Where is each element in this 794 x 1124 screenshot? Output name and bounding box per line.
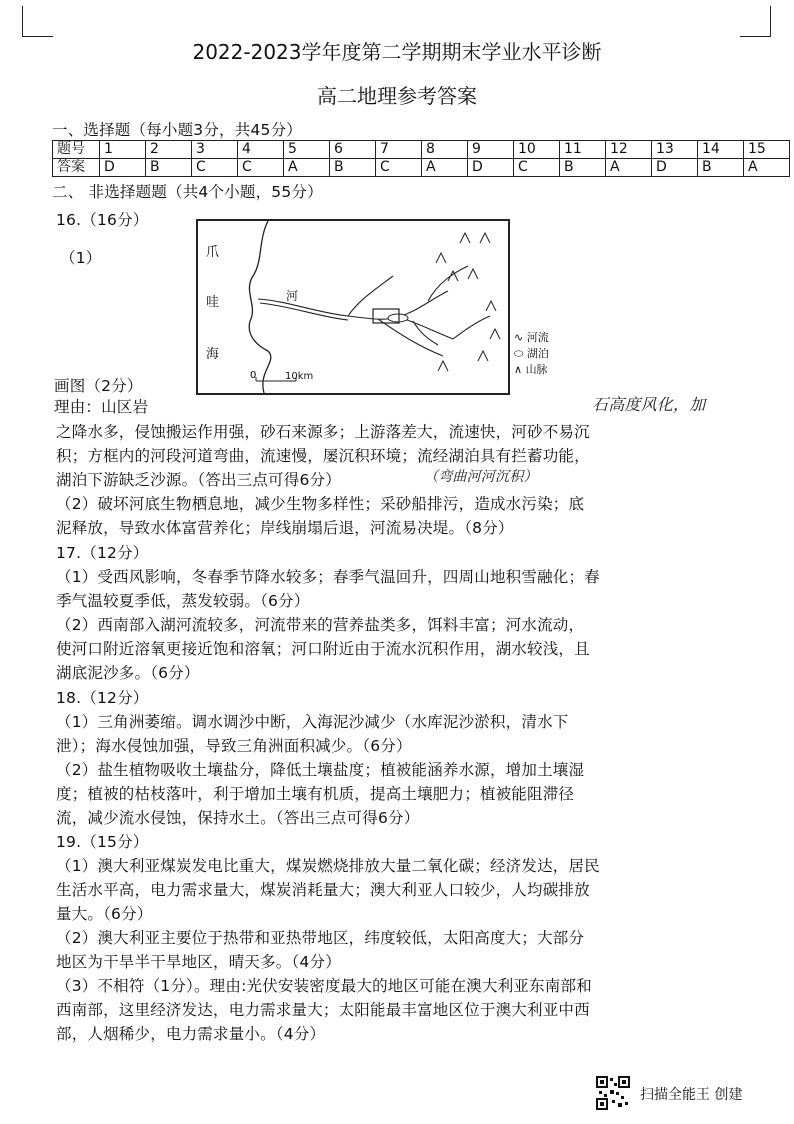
question-number-cell: 12 xyxy=(606,141,652,159)
map-label-1: 爪 xyxy=(206,245,220,260)
question-number-cell: 2 xyxy=(146,141,192,159)
river-symbol-icon: ∿ xyxy=(514,331,527,344)
q17-line-3: （2）西南部入湖河流较多，河流带来的营养盐类多，饵料丰富；河水流动， xyxy=(56,616,585,634)
answer-cell: A xyxy=(422,159,468,177)
question-number-cell: 1 xyxy=(100,141,146,159)
q16-heading: 16.（16分） xyxy=(56,211,149,229)
q16-part2-line-1: （2）破坏河底生物栖息地，减少生物多样性；采砂船排污，造成水污染；底 xyxy=(56,495,585,513)
q16-part1-label: （1） xyxy=(60,249,102,267)
corner-mark-left xyxy=(22,6,53,37)
q19-line-6: （3）不相符（1分）。理由:光伏安装密度最大的地区可能在澳大利亚东南部和 xyxy=(56,977,592,995)
q19-heading: 19.（15分） xyxy=(56,833,149,851)
row-label-number: 题号 xyxy=(53,141,100,159)
river-map-drawing xyxy=(198,221,508,393)
q18-line-2: 泄）；海水侵蚀加强，导致三角洲面积减少。（6分） xyxy=(56,737,412,755)
question-number-cell: 15 xyxy=(744,141,790,159)
q16-line-1: 之降水多，侵蚀搬运作用强，砂石来源多；上游落差大，流速快，河砂不易沉 xyxy=(56,423,590,441)
map-scale-label: 10km xyxy=(285,371,314,382)
legend-mountain: ∧ 山脉 xyxy=(514,363,548,376)
q16-part2-line-2: 泥释放，导致水体富营养化；岸线崩塌后退，河流易决堤。（8分） xyxy=(56,519,514,537)
mountain-symbol-icon: ∧ xyxy=(514,363,526,376)
q19-line-8: 部，人烟稀少，电力需求量小。（4分） xyxy=(56,1025,326,1043)
q18-line-4: 度；植被的枯枝落叶，利于增加土壤有机质，提高土壤肥力；植被能阻滞径 xyxy=(56,785,575,803)
q17-line-5: 湖底泥沙多。（6分） xyxy=(56,664,200,682)
map-legend xyxy=(514,330,549,378)
answer-subtitle: 高二地理参考答案 xyxy=(317,84,477,108)
answer-cell: C xyxy=(514,159,560,177)
q16-line-3: 湖泊下游缺乏沙源。（答出三点可得6分） xyxy=(56,471,341,489)
question-number-cell: 4 xyxy=(238,141,284,159)
row-label-answer: 答案 xyxy=(53,159,100,177)
question-number-cell: 10 xyxy=(514,141,560,159)
question-number-cell: 14 xyxy=(698,141,744,159)
legend-river: ∿ 河流 xyxy=(514,331,549,344)
answer-cell: B xyxy=(146,159,192,177)
q19-line-3: 量大。（6分） xyxy=(56,905,153,923)
scanner-watermark: 扫描全能王 创建 xyxy=(640,1087,743,1103)
question-number-cell: 13 xyxy=(652,141,698,159)
q17-line-4: 使河口附近溶氧更接近饱和溶氧；河口附近由于流水沉积作用，湖水较浅，且 xyxy=(56,640,590,658)
q16-handwritten-note: 石高度风化，加 xyxy=(592,395,706,414)
answer-cell: B xyxy=(330,159,376,177)
answer-cell: D xyxy=(100,159,146,177)
answer-cell: D xyxy=(468,159,514,177)
qr-code-icon xyxy=(596,1076,630,1110)
q16-draw-score: 画图（2分） xyxy=(54,377,143,395)
question-number-cell: 8 xyxy=(422,141,468,159)
q16-line-2: 积；方框内的河段河道弯曲，流速慢，屡沉积环境；流经湖泊具有拦蓄功能， xyxy=(56,447,590,465)
answer-cell: C xyxy=(376,159,422,177)
q18-line-1: （1）三角洲萎缩。调水调沙中断，入海泥沙减少（水库泥沙淤积，清水下 xyxy=(56,713,569,731)
question-number-cell: 11 xyxy=(560,141,606,159)
question-number-cell: 3 xyxy=(192,141,238,159)
answer-table xyxy=(52,140,790,177)
lake-symbol-icon: ⬭ xyxy=(514,347,527,360)
answer-cell: C xyxy=(238,159,284,177)
section2-heading: 二、 非选择题题（共4个小题，55分） xyxy=(52,183,323,201)
map-label-3: 海 xyxy=(206,347,220,362)
q19-line-5: 地区为干旱半干旱地区，晴天多。（4分） xyxy=(56,953,341,971)
exam-title: 2022-2023学年度第二学期期末学业水平诊断 xyxy=(192,40,602,64)
q18-line-5: 流，减少流水侵蚀，保持水土。（答出三点可得6分） xyxy=(56,809,420,827)
q19-line-7: 西南部，这里经济发达，电力需求量大；太阳能最丰富地区位于澳大利亚中西 xyxy=(56,1001,590,1019)
question-number-cell: 9 xyxy=(468,141,514,159)
q17-heading: 17.（12分） xyxy=(56,544,149,562)
map-label-river: 河 xyxy=(286,289,299,303)
table-row-numbers xyxy=(53,141,790,159)
question-number-cell: 5 xyxy=(284,141,330,159)
answer-cell: A xyxy=(744,159,790,177)
question-number-cell: 6 xyxy=(330,141,376,159)
map-label-2: 哇 xyxy=(206,295,220,310)
q19-line-4: （2）澳大利亚主要位于热带和亚热带地区，纬度较低，太阳高度大；大部分 xyxy=(56,929,585,947)
answer-cell: C xyxy=(192,159,238,177)
answer-cell: A xyxy=(606,159,652,177)
answer-cell: D xyxy=(652,159,698,177)
legend-lake: ⬭ 湖泊 xyxy=(514,347,549,360)
corner-mark-right xyxy=(740,6,771,37)
answer-cell: B xyxy=(698,159,744,177)
table-row-answers xyxy=(53,159,790,177)
question-number-cell: 7 xyxy=(376,141,422,159)
svg-text:0: 0 xyxy=(250,370,257,381)
river-map-figure xyxy=(196,219,510,395)
section1-heading: 一、选择题（每小题3分，共45分） xyxy=(52,121,302,139)
q18-heading: 18.（12分） xyxy=(56,689,149,707)
q16-reason-label: 理由：山区岩 xyxy=(54,398,149,416)
q17-line-2: 季气温较夏季低，蒸发较弱。（6分） xyxy=(56,592,310,610)
answer-cell: A xyxy=(284,159,330,177)
q19-line-1: （1）澳大利亚煤炭发电比重大，煤炭燃烧排放大量二氧化碳；经济发达，居民 xyxy=(56,857,600,875)
q18-line-3: （2）盐生植物吸收土壤盐分，降低土壤盐度；植被能涵养水源，增加土壤湿 xyxy=(56,761,585,779)
q19-line-2: 生活水平高，电力需求量大，煤炭消耗量大；澳大利亚人口较少，人均碳排放 xyxy=(56,881,590,899)
q16-handwritten-annotation: （弯曲河河沉积） xyxy=(424,469,538,485)
answer-cell: B xyxy=(560,159,606,177)
q17-line-1: （1）受西风影响，冬春季节降水较多；春季气温回升，四周山地积雪融化；春 xyxy=(56,568,600,586)
